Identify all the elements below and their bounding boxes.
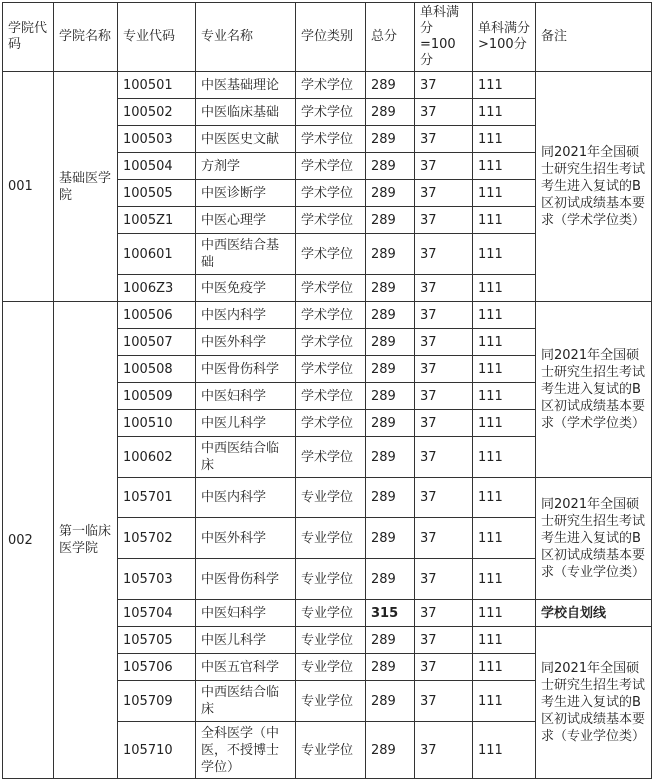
major-code: 105705 (118, 627, 196, 654)
major-name: 中医外科学 (196, 518, 296, 559)
total-score: 289 (366, 329, 415, 356)
single-100-score: 37 (415, 99, 473, 126)
major-name: 全科医学（中医，不授博士学位） (196, 722, 296, 779)
single-gt100-score: 111 (473, 627, 536, 654)
major-code: 105702 (118, 518, 196, 559)
single-100-score: 37 (415, 478, 473, 518)
single-gt100-score: 111 (473, 153, 536, 180)
single-gt100-score: 111 (473, 99, 536, 126)
single-100-score: 37 (415, 302, 473, 329)
degree-type: 专业学位 (296, 627, 366, 654)
single-gt100-score: 111 (473, 518, 536, 559)
table-row (3, 72, 652, 99)
major-code: 105703 (118, 559, 196, 600)
major-name: 方剂学 (196, 153, 296, 180)
degree-type: 专业学位 (296, 722, 366, 779)
single-gt100-score: 111 (473, 478, 536, 518)
major-name: 中医外科学 (196, 329, 296, 356)
single-100-score: 37 (415, 329, 473, 356)
major-name: 中医儿科学 (196, 410, 296, 437)
major-code: 105701 (118, 478, 196, 518)
single-gt100-score: 111 (473, 234, 536, 275)
single-100-score: 37 (415, 180, 473, 207)
total-score: 289 (366, 681, 415, 722)
degree-type: 专业学位 (296, 478, 366, 518)
major-code: 100509 (118, 383, 196, 410)
header-row (3, 3, 652, 72)
total-score: 289 (366, 275, 415, 302)
header-degree-type: 学位类别 (296, 3, 366, 72)
major-name: 中医内科学 (196, 302, 296, 329)
major-code: 105710 (118, 722, 196, 779)
header-major-code: 专业代码 (118, 3, 196, 72)
degree-type: 学术学位 (296, 180, 366, 207)
major-code: 105704 (118, 600, 196, 627)
single-gt100-score: 111 (473, 180, 536, 207)
total-score: 289 (366, 153, 415, 180)
major-code: 100507 (118, 329, 196, 356)
single-100-score: 37 (415, 234, 473, 275)
single-gt100-score: 111 (473, 437, 536, 478)
total-score: 289 (366, 180, 415, 207)
score-table (2, 2, 652, 779)
remark-cell: 同2021年全国硕士研究生招生考试考生进入复试的B区初试成绩基本要求（专业学位类） (536, 478, 652, 600)
major-code: 100501 (118, 72, 196, 99)
major-code: 100502 (118, 99, 196, 126)
major-name: 中医基础理论 (196, 72, 296, 99)
header-single-gt100: 单科满分>100分 (473, 3, 536, 72)
total-score: 315 (366, 600, 415, 627)
major-code: 1006Z3 (118, 275, 196, 302)
header-college-code: 学院代码 (3, 3, 54, 72)
major-name: 中医心理学 (196, 207, 296, 234)
single-100-score: 37 (415, 383, 473, 410)
single-100-score: 37 (415, 356, 473, 383)
header-major-name: 专业名称 (196, 3, 296, 72)
single-gt100-score: 111 (473, 600, 536, 627)
total-score: 289 (366, 356, 415, 383)
single-100-score: 37 (415, 410, 473, 437)
major-name: 中医妇科学 (196, 600, 296, 627)
major-name: 中医五官科学 (196, 654, 296, 681)
degree-type: 学术学位 (296, 302, 366, 329)
college-name: 第一临床医学院 (54, 302, 118, 779)
single-gt100-score: 111 (473, 559, 536, 600)
remark-cell: 学校自划线 (536, 600, 652, 627)
total-score: 289 (366, 72, 415, 99)
major-code: 100508 (118, 356, 196, 383)
total-score: 289 (366, 437, 415, 478)
degree-type: 专业学位 (296, 600, 366, 627)
single-100-score: 37 (415, 681, 473, 722)
single-gt100-score: 111 (473, 410, 536, 437)
total-score: 289 (366, 383, 415, 410)
total-score: 289 (366, 99, 415, 126)
degree-type: 专业学位 (296, 654, 366, 681)
degree-type: 学术学位 (296, 126, 366, 153)
college-code: 001 (3, 72, 54, 302)
degree-type: 学术学位 (296, 383, 366, 410)
degree-type: 学术学位 (296, 275, 366, 302)
major-code: 100503 (118, 126, 196, 153)
major-name: 中医医史文献 (196, 126, 296, 153)
single-100-score: 37 (415, 722, 473, 779)
major-code: 100601 (118, 234, 196, 275)
total-score: 289 (366, 559, 415, 600)
total-score: 289 (366, 627, 415, 654)
total-score: 289 (366, 410, 415, 437)
degree-type: 学术学位 (296, 153, 366, 180)
single-100-score: 37 (415, 600, 473, 627)
single-gt100-score: 111 (473, 383, 536, 410)
major-code: 1005Z1 (118, 207, 196, 234)
single-gt100-score: 111 (473, 681, 536, 722)
total-score: 289 (366, 722, 415, 779)
major-name: 中医儿科学 (196, 627, 296, 654)
degree-type: 学术学位 (296, 356, 366, 383)
single-100-score: 37 (415, 654, 473, 681)
degree-type: 专业学位 (296, 518, 366, 559)
single-100-score: 37 (415, 207, 473, 234)
degree-type: 专业学位 (296, 559, 366, 600)
major-name: 中医免疫学 (196, 275, 296, 302)
degree-type: 学术学位 (296, 72, 366, 99)
single-100-score: 37 (415, 627, 473, 654)
major-code: 105706 (118, 654, 196, 681)
single-100-score: 37 (415, 275, 473, 302)
header-total: 总分 (366, 3, 415, 72)
header-single-100: 单科满分=100分 (415, 3, 473, 72)
single-100-score: 37 (415, 153, 473, 180)
single-100-score: 37 (415, 559, 473, 600)
single-100-score: 37 (415, 518, 473, 559)
major-name: 中医妇科学 (196, 383, 296, 410)
major-code: 100504 (118, 153, 196, 180)
degree-type: 学术学位 (296, 410, 366, 437)
single-gt100-score: 111 (473, 126, 536, 153)
total-score: 289 (366, 478, 415, 518)
major-code: 100506 (118, 302, 196, 329)
single-100-score: 37 (415, 72, 473, 99)
degree-type: 学术学位 (296, 437, 366, 478)
single-gt100-score: 111 (473, 654, 536, 681)
total-score: 289 (366, 234, 415, 275)
major-code: 100602 (118, 437, 196, 478)
single-100-score: 37 (415, 437, 473, 478)
degree-type: 专业学位 (296, 681, 366, 722)
major-code: 100510 (118, 410, 196, 437)
single-gt100-score: 111 (473, 302, 536, 329)
header-remarks: 备注 (536, 3, 652, 72)
college-name: 基础医学院 (54, 72, 118, 302)
major-code: 100505 (118, 180, 196, 207)
single-gt100-score: 111 (473, 329, 536, 356)
major-name: 中西医结合临床 (196, 437, 296, 478)
major-name: 中医骨伤科学 (196, 356, 296, 383)
major-name: 中西医结合临床 (196, 681, 296, 722)
major-name: 中医诊断学 (196, 180, 296, 207)
major-name: 中西医结合基础 (196, 234, 296, 275)
college-code: 002 (3, 302, 54, 779)
remark-cell: 同2021年全国硕士研究生招生考试考生进入复试的B区初试成绩基本要求（学术学位类） (536, 302, 652, 478)
single-gt100-score: 111 (473, 356, 536, 383)
total-score: 289 (366, 126, 415, 153)
single-100-score: 37 (415, 126, 473, 153)
total-score: 289 (366, 207, 415, 234)
total-score: 289 (366, 302, 415, 329)
major-name: 中医内科学 (196, 478, 296, 518)
table-row (3, 302, 652, 329)
degree-type: 学术学位 (296, 329, 366, 356)
remark-cell: 同2021年全国硕士研究生招生考试考生进入复试的B区初试成绩基本要求（学术学位类） (536, 72, 652, 302)
degree-type: 学术学位 (296, 99, 366, 126)
single-gt100-score: 111 (473, 722, 536, 779)
major-code: 105709 (118, 681, 196, 722)
total-score: 289 (366, 654, 415, 681)
single-gt100-score: 111 (473, 72, 536, 99)
degree-type: 学术学位 (296, 234, 366, 275)
single-gt100-score: 111 (473, 275, 536, 302)
major-name: 中医临床基础 (196, 99, 296, 126)
header-college-name: 学院名称 (54, 3, 118, 72)
major-name: 中医骨伤科学 (196, 559, 296, 600)
remark-cell: 同2021年全国硕士研究生招生考试考生进入复试的B区初试成绩基本要求（专业学位类） (536, 627, 652, 779)
single-gt100-score: 111 (473, 207, 536, 234)
degree-type: 学术学位 (296, 207, 366, 234)
total-score: 289 (366, 518, 415, 559)
